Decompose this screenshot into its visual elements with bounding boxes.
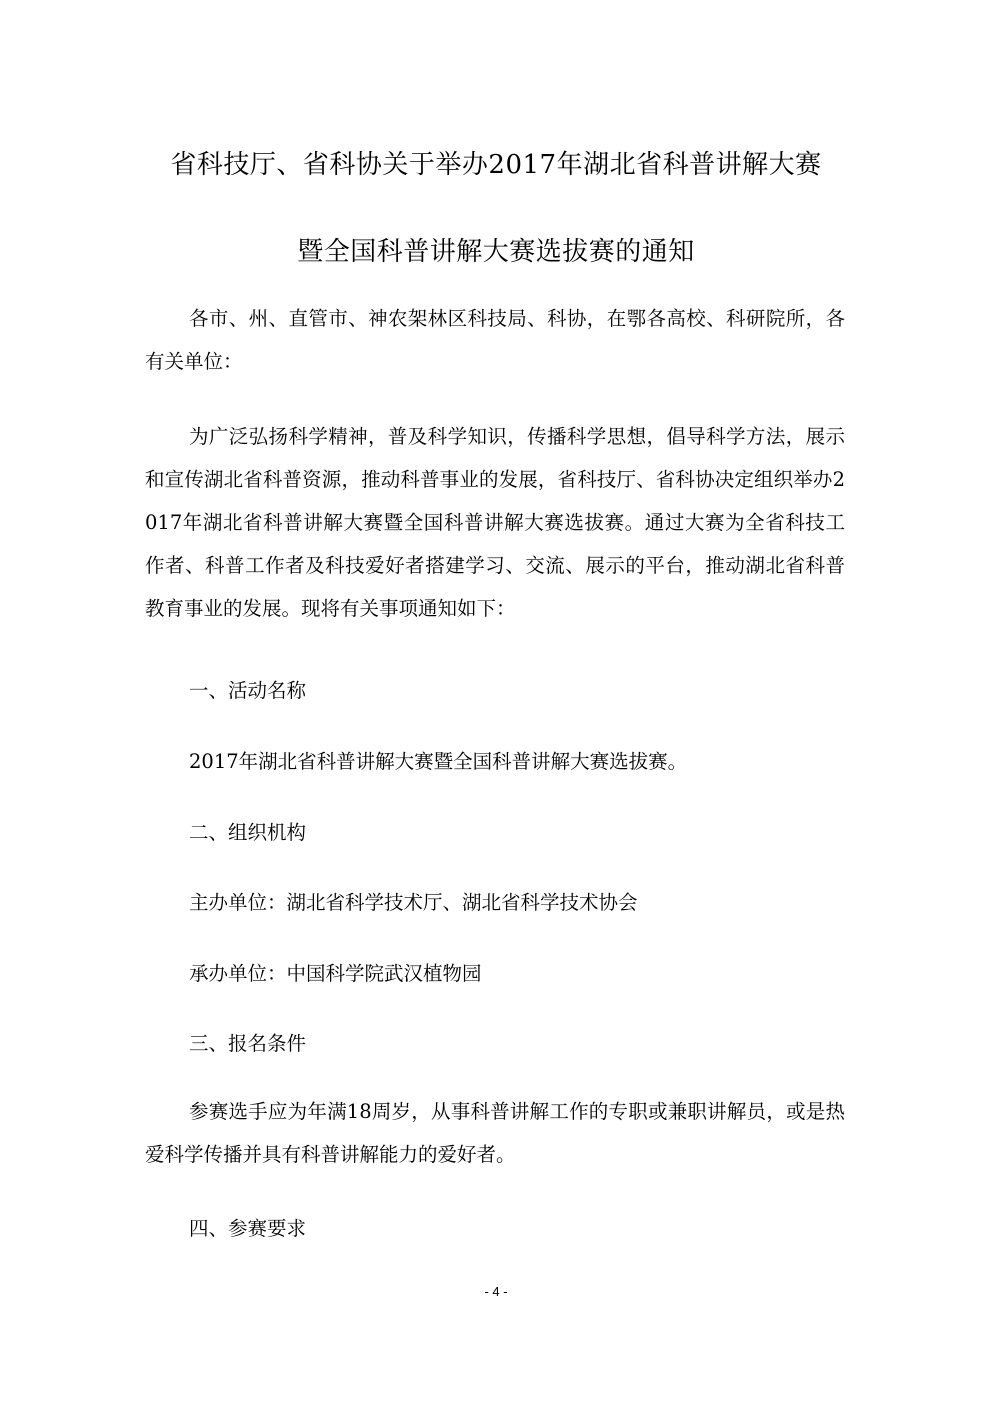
undertaker-line: 承办单位：中国科学院武汉植物园 — [189, 962, 482, 985]
intro-paragraph: 为广泛弘扬科学精神，普及科学知识，传播科学思想，倡导科学方法，展示和宣传湖北省科普资源，推动科普事业的发展，省科技厅、省科协决定组织举办2017年湖北省科普讲解大赛暨全国科普讲解大赛选拔赛。通过大赛为全省科技工作者、科普工作者及科技爱好者搭建学习、交流、展示的平台，推动湖北省科普教育事业的发展。现将有关事项通知如下： — [145, 425, 845, 620]
section-1-heading: 一、活动名称 — [189, 679, 307, 702]
section-3-heading: 三、报名条件 — [189, 1032, 307, 1055]
document-title-line-1: 省科技厅、省科协关于举办2017年湖北省科普讲解大赛 — [170, 150, 822, 180]
section-3-text: 参赛选手应为年满18周岁，从事科普讲解工作的专职或兼职讲解员，或是热爱科学传播并具有科普讲解能力的爱好者。 — [145, 1100, 845, 1166]
document-title-line-2: 暨全国科普讲解大赛选拔赛的通知 — [297, 237, 695, 267]
page-number: - 4 - — [484, 1284, 508, 1299]
salutation: 各市、州、直管市、神农架林区科技局、科协，在鄂各高校、科研院所，各有关单位： — [145, 307, 845, 373]
section-1-text: 2017年湖北省科普讲解大赛暨全国科普讲解大赛选拔赛。 — [189, 750, 688, 773]
section-2-heading: 二、组织机构 — [189, 821, 307, 844]
section-4-heading: 四、参赛要求 — [189, 1217, 307, 1240]
organizer-line: 主办单位：湖北省科学技术厅、湖北省科学技术协会 — [189, 891, 638, 914]
